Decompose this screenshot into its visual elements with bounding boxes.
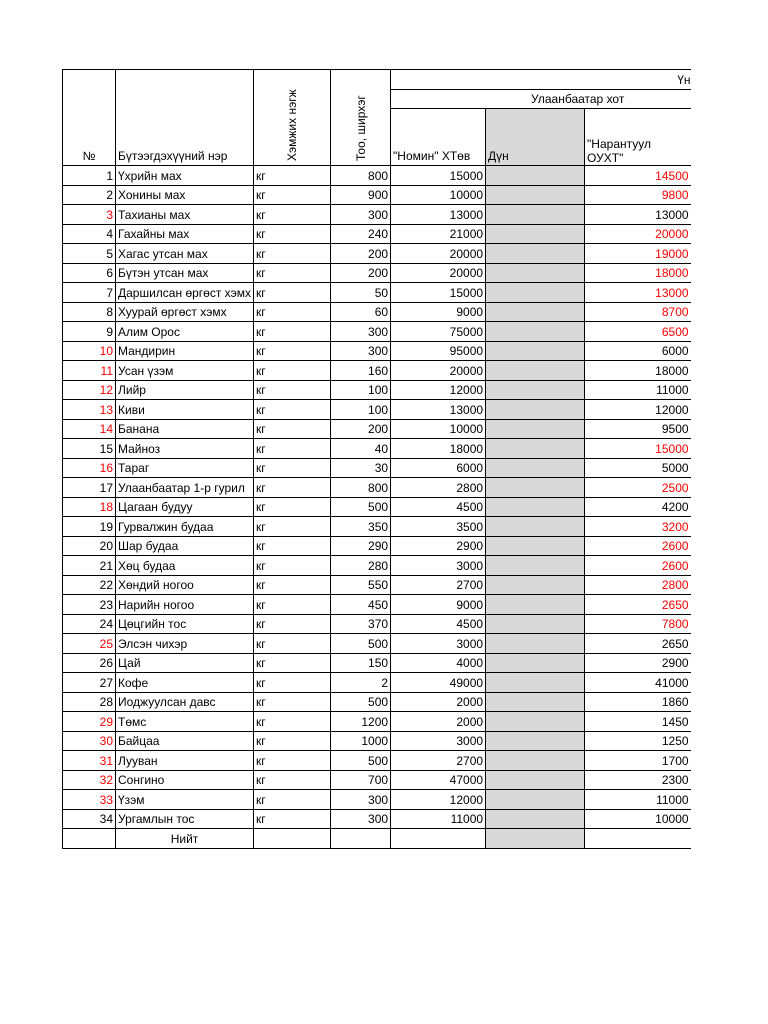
cell-dun[interactable]: [486, 673, 585, 693]
cell-dun[interactable]: [486, 283, 585, 303]
cell-quantity[interactable]: 200: [331, 419, 391, 439]
cell-nomin-price[interactable]: 11000: [391, 809, 486, 829]
table-row: [63, 712, 691, 732]
cell-product-name[interactable]: Цай: [116, 653, 254, 673]
cell-dun[interactable]: [486, 653, 585, 673]
cell-no[interactable]: 8: [63, 302, 116, 322]
cell-dun[interactable]: [486, 224, 585, 244]
cell-nomin-price[interactable]: 12000: [391, 380, 486, 400]
cell-narantuul-price[interactable]: 2650: [585, 634, 691, 654]
table-row: [63, 653, 691, 673]
cell-product-name[interactable]: Мандирин: [116, 341, 254, 361]
cell-no[interactable]: 3: [63, 205, 116, 225]
cell-no[interactable]: 26: [63, 653, 116, 673]
cell-unit[interactable]: кг: [254, 302, 331, 322]
cell-nomin-price[interactable]: 2900: [391, 536, 486, 556]
cell-narantuul-price[interactable]: 19000: [585, 244, 691, 264]
cell-product-name[interactable]: Хуурай өргөст хэмх: [116, 302, 254, 322]
header-unit[interactable]: [254, 70, 331, 166]
cell-no[interactable]: 1: [63, 166, 116, 186]
cell-no[interactable]: 21: [63, 556, 116, 576]
cell-nomin-price[interactable]: 12000: [391, 790, 486, 810]
cell-nomin-price[interactable]: 2700: [391, 751, 486, 771]
table-row: [63, 166, 691, 186]
cell-quantity[interactable]: 2: [331, 673, 391, 693]
cell-narantuul-price[interactable]: 5000: [585, 458, 691, 478]
cell-unit[interactable]: кг: [254, 224, 331, 244]
table-row: [63, 731, 691, 751]
cell-dun[interactable]: [486, 770, 585, 790]
cell-total-unit[interactable]: [254, 829, 331, 849]
cell-quantity[interactable]: 800: [331, 478, 391, 498]
header-quantity[interactable]: [331, 70, 391, 166]
cell-dun[interactable]: [486, 536, 585, 556]
cell-no[interactable]: 29: [63, 712, 116, 732]
cell-product-name[interactable]: Гахайны мах: [116, 224, 254, 244]
cell-quantity[interactable]: 300: [331, 341, 391, 361]
cell-product-name[interactable]: Ургамлын тос: [116, 809, 254, 829]
cell-no[interactable]: 34: [63, 809, 116, 829]
cell-quantity[interactable]: 500: [331, 692, 391, 712]
cell-narantuul-price[interactable]: 13000: [585, 205, 691, 225]
cell-no[interactable]: 14: [63, 419, 116, 439]
cell-quantity[interactable]: 300: [331, 205, 391, 225]
cell-dun[interactable]: [486, 517, 585, 537]
cell-narantuul-price[interactable]: 41000: [585, 673, 691, 693]
cell-nomin-price[interactable]: 20000: [391, 263, 486, 283]
table-row: [63, 205, 691, 225]
cell-narantuul-price[interactable]: 8700: [585, 302, 691, 322]
cell-narantuul-price[interactable]: 13000: [585, 283, 691, 303]
cell-quantity[interactable]: 350: [331, 517, 391, 537]
cell-unit[interactable]: кг: [254, 790, 331, 810]
cell-product-name[interactable]: Лийр: [116, 380, 254, 400]
cell-no[interactable]: 19: [63, 517, 116, 537]
table-row: [63, 497, 691, 517]
cell-nomin-price[interactable]: 6000: [391, 458, 486, 478]
cell-unit[interactable]: кг: [254, 517, 331, 537]
cell-quantity[interactable]: 40: [331, 439, 391, 459]
table-row: [63, 439, 691, 459]
cell-narantuul-price[interactable]: 2650: [585, 595, 691, 615]
cell-product-name[interactable]: Цөцгийн тос: [116, 614, 254, 634]
cell-nomin-price[interactable]: 47000: [391, 770, 486, 790]
cell-dun[interactable]: [486, 575, 585, 595]
header-product-name[interactable]: Бүтээгдэхүүний нэр: [116, 70, 254, 166]
cell-narantuul-price[interactable]: 9800: [585, 185, 691, 205]
cell-no[interactable]: 16: [63, 458, 116, 478]
cell-no[interactable]: 5: [63, 244, 116, 264]
table-row: [63, 634, 691, 654]
cell-quantity[interactable]: 150: [331, 653, 391, 673]
cell-nomin-price[interactable]: 10000: [391, 419, 486, 439]
cell-no[interactable]: 24: [63, 614, 116, 634]
cell-dun[interactable]: [486, 614, 585, 634]
cell-nomin-price[interactable]: 4500: [391, 497, 486, 517]
table-row: [63, 263, 691, 283]
table-row: [63, 809, 691, 829]
cell-quantity[interactable]: 240: [331, 224, 391, 244]
cell-no[interactable]: 25: [63, 634, 116, 654]
cell-no[interactable]: 11: [63, 361, 116, 381]
cell-narantuul-price[interactable]: 18000: [585, 361, 691, 381]
cell-nomin-price[interactable]: 2800: [391, 478, 486, 498]
cell-quantity[interactable]: 30: [331, 458, 391, 478]
cell-nomin-price[interactable]: 4000: [391, 653, 486, 673]
cell-unit[interactable]: кг: [254, 673, 331, 693]
cell-unit[interactable]: кг: [254, 419, 331, 439]
table-row: [63, 692, 691, 712]
table-row: [63, 790, 691, 810]
cell-total-label[interactable]: Нийт: [116, 829, 254, 849]
cell-dun[interactable]: [486, 302, 585, 322]
cell-nomin-price[interactable]: 21000: [391, 224, 486, 244]
cell-nomin-price[interactable]: 3000: [391, 634, 486, 654]
cell-nomin-price[interactable]: 3500: [391, 517, 486, 537]
table-row: [63, 283, 691, 303]
cell-nomin-price[interactable]: 4500: [391, 614, 486, 634]
cell-narantuul-price[interactable]: 14500: [585, 166, 691, 186]
cell-product-name[interactable]: Бүтэн утсан мах: [116, 263, 254, 283]
header-group-top[interactable]: Үн: [391, 70, 691, 90]
cell-narantuul-price[interactable]: 2600: [585, 536, 691, 556]
cell-product-name[interactable]: Цагаан будуу: [116, 497, 254, 517]
cell-no[interactable]: 2: [63, 185, 116, 205]
cell-quantity[interactable]: 100: [331, 400, 391, 420]
cell-dun[interactable]: [486, 400, 585, 420]
cell-no[interactable]: 15: [63, 439, 116, 459]
cell-unit[interactable]: кг: [254, 380, 331, 400]
table-row: [63, 419, 691, 439]
cell-quantity[interactable]: 900: [331, 185, 391, 205]
total-row: [63, 829, 691, 849]
cell-quantity[interactable]: 60: [331, 302, 391, 322]
cell-nomin-price[interactable]: 2000: [391, 692, 486, 712]
cell-quantity[interactable]: 300: [331, 322, 391, 342]
table-row: [63, 458, 691, 478]
table-row: [63, 478, 691, 498]
cell-narantuul-price[interactable]: 2600: [585, 556, 691, 576]
cell-dun[interactable]: [486, 751, 585, 771]
cell-no[interactable]: 27: [63, 673, 116, 693]
cell-narantuul-price[interactable]: 2500: [585, 478, 691, 498]
cell-unit[interactable]: кг: [254, 653, 331, 673]
cell-unit[interactable]: кг: [254, 322, 331, 342]
cell-narantuul-price[interactable]: 20000: [585, 224, 691, 244]
cell-nomin-price[interactable]: 95000: [391, 341, 486, 361]
cell-product-name[interactable]: Үзэм: [116, 790, 254, 810]
table-row: [63, 302, 691, 322]
cell-unit[interactable]: кг: [254, 575, 331, 595]
cell-dun[interactable]: [486, 497, 585, 517]
cell-narantuul-price[interactable]: 11000: [585, 790, 691, 810]
table-row: [63, 244, 691, 264]
cell-quantity[interactable]: 290: [331, 536, 391, 556]
cell-no[interactable]: 28: [63, 692, 116, 712]
table-row: [63, 770, 691, 790]
cell-dun[interactable]: [486, 478, 585, 498]
cell-narantuul-price[interactable]: 11000: [585, 380, 691, 400]
cell-no[interactable]: 7: [63, 283, 116, 303]
cell-unit[interactable]: кг: [254, 341, 331, 361]
table-row: [63, 361, 691, 381]
cell-quantity[interactable]: 100: [331, 380, 391, 400]
cell-narantuul-price[interactable]: 4200: [585, 497, 691, 517]
table-row: [63, 185, 691, 205]
cell-unit[interactable]: кг: [254, 595, 331, 615]
cell-nomin-price[interactable]: 9000: [391, 302, 486, 322]
cell-dun[interactable]: [486, 380, 585, 400]
cell-total-nomin[interactable]: [391, 829, 486, 849]
cell-product-name[interactable]: Хөндий ногоо: [116, 575, 254, 595]
cell-unit[interactable]: кг: [254, 809, 331, 829]
cell-no[interactable]: 10: [63, 341, 116, 361]
cell-nomin-price[interactable]: 3000: [391, 556, 486, 576]
cell-product-name[interactable]: Улаанбаатар 1-р гурил: [116, 478, 254, 498]
cell-dun[interactable]: [486, 458, 585, 478]
cell-dun[interactable]: [486, 244, 585, 264]
cell-quantity[interactable]: 200: [331, 244, 391, 264]
cell-unit[interactable]: кг: [254, 400, 331, 420]
cell-total-narantuul[interactable]: [585, 829, 691, 849]
cell-quantity[interactable]: 1200: [331, 712, 391, 732]
cell-dun[interactable]: [486, 185, 585, 205]
cell-product-name[interactable]: Тараг: [116, 458, 254, 478]
cell-product-name[interactable]: Даршилсан өргөст хэмх: [116, 283, 254, 303]
cell-no[interactable]: 32: [63, 770, 116, 790]
cell-dun[interactable]: [486, 731, 585, 751]
price-table: [62, 69, 691, 849]
cell-product-name[interactable]: Нарийн ногоо: [116, 595, 254, 615]
cell-dun[interactable]: [486, 263, 585, 283]
cell-no[interactable]: 31: [63, 751, 116, 771]
cell-narantuul-price[interactable]: 6500: [585, 322, 691, 342]
cell-dun[interactable]: [486, 322, 585, 342]
cell-unit[interactable]: кг: [254, 634, 331, 654]
cell-total-dun[interactable]: [486, 829, 585, 849]
header-city[interactable]: Улаанбаатар хот: [391, 90, 691, 109]
cell-unit[interactable]: кг: [254, 731, 331, 751]
cell-nomin-price[interactable]: 3000: [391, 731, 486, 751]
cell-product-name[interactable]: Лууван: [116, 751, 254, 771]
cell-no[interactable]: 4: [63, 224, 116, 244]
cell-nomin-price[interactable]: 49000: [391, 673, 486, 693]
cell-product-name[interactable]: Элсэн чихэр: [116, 634, 254, 654]
table-row: [63, 536, 691, 556]
cell-quantity[interactable]: 700: [331, 770, 391, 790]
cell-unit[interactable]: кг: [254, 166, 331, 186]
cell-quantity[interactable]: 200: [331, 263, 391, 283]
cell-unit[interactable]: кг: [254, 770, 331, 790]
cell-narantuul-price[interactable]: 1860: [585, 692, 691, 712]
cell-dun[interactable]: [486, 361, 585, 381]
cell-product-name[interactable]: Банана: [116, 419, 254, 439]
cell-nomin-price[interactable]: 13000: [391, 400, 486, 420]
cell-no[interactable]: 30: [63, 731, 116, 751]
cell-narantuul-price[interactable]: 7800: [585, 614, 691, 634]
cell-nomin-price[interactable]: 10000: [391, 185, 486, 205]
cell-narantuul-price[interactable]: 1450: [585, 712, 691, 732]
cell-nomin-price[interactable]: 20000: [391, 244, 486, 264]
cell-dun[interactable]: [486, 439, 585, 459]
cell-nomin-price[interactable]: 20000: [391, 361, 486, 381]
cell-product-name[interactable]: Хагас утсан мах: [116, 244, 254, 264]
table-row: [63, 614, 691, 634]
header-no[interactable]: №: [63, 70, 116, 166]
cell-narantuul-price[interactable]: 10000: [585, 809, 691, 829]
cell-quantity[interactable]: 50: [331, 283, 391, 303]
cell-no[interactable]: 22: [63, 575, 116, 595]
cell-no[interactable]: 9: [63, 322, 116, 342]
cell-product-name[interactable]: Майноз: [116, 439, 254, 459]
cell-nomin-price[interactable]: 15000: [391, 283, 486, 303]
header-nomin[interactable]: "Номин" ХТөв: [391, 109, 486, 166]
header-dun[interactable]: Дүн: [486, 109, 585, 166]
cell-no[interactable]: 6: [63, 263, 116, 283]
cell-unit[interactable]: кг: [254, 614, 331, 634]
table-row: [63, 751, 691, 771]
cell-unit[interactable]: кг: [254, 185, 331, 205]
header-unit-label: Хэмжих нэгж: [285, 89, 300, 161]
cell-unit[interactable]: кг: [254, 361, 331, 381]
cell-no[interactable]: 33: [63, 790, 116, 810]
header-narantuul[interactable]: "Нарантуул ОУХТ": [585, 109, 691, 166]
cell-unit[interactable]: кг: [254, 205, 331, 225]
cell-nomin-price[interactable]: 2000: [391, 712, 486, 732]
cell-product-name[interactable]: Тахианы мах: [116, 205, 254, 225]
cell-unit[interactable]: кг: [254, 712, 331, 732]
cell-unit[interactable]: кг: [254, 536, 331, 556]
cell-dun[interactable]: [486, 166, 585, 186]
cell-unit[interactable]: кг: [254, 439, 331, 459]
cell-product-name[interactable]: Иоджуулсан давс: [116, 692, 254, 712]
cell-quantity[interactable]: 300: [331, 809, 391, 829]
cell-no[interactable]: 23: [63, 595, 116, 615]
cell-quantity[interactable]: 500: [331, 634, 391, 654]
cell-product-name[interactable]: Кофе: [116, 673, 254, 693]
cell-quantity[interactable]: 500: [331, 751, 391, 771]
cell-product-name[interactable]: Гурвалжин будаа: [116, 517, 254, 537]
table-row: [63, 322, 691, 342]
cell-dun[interactable]: [486, 595, 585, 615]
table-row: [63, 400, 691, 420]
cell-dun[interactable]: [486, 419, 585, 439]
cell-quantity[interactable]: 160: [331, 361, 391, 381]
cell-unit[interactable]: кг: [254, 692, 331, 712]
cell-quantity[interactable]: 450: [331, 595, 391, 615]
table-row: [63, 380, 691, 400]
cell-dun[interactable]: [486, 790, 585, 810]
cell-unit[interactable]: кг: [254, 244, 331, 264]
cell-product-name[interactable]: Хөц будаа: [116, 556, 254, 576]
cell-narantuul-price[interactable]: 12000: [585, 400, 691, 420]
cell-quantity[interactable]: 280: [331, 556, 391, 576]
table-row: [63, 673, 691, 693]
cell-unit[interactable]: кг: [254, 556, 331, 576]
cell-no[interactable]: 20: [63, 536, 116, 556]
cell-product-name[interactable]: Байцаа: [116, 731, 254, 751]
cell-dun[interactable]: [486, 341, 585, 361]
cell-narantuul-price[interactable]: 18000: [585, 263, 691, 283]
cell-narantuul-price[interactable]: 1700: [585, 751, 691, 771]
cell-unit[interactable]: кг: [254, 497, 331, 517]
cell-nomin-price[interactable]: 9000: [391, 595, 486, 615]
cell-quantity[interactable]: 800: [331, 166, 391, 186]
cell-quantity[interactable]: 500: [331, 497, 391, 517]
cell-unit[interactable]: кг: [254, 283, 331, 303]
table-row: [63, 341, 691, 361]
table-row: [63, 556, 691, 576]
cell-no[interactable]: 17: [63, 478, 116, 498]
cell-unit[interactable]: кг: [254, 263, 331, 283]
header-quantity-label: Тоо, ширхэг: [353, 95, 368, 161]
cell-no[interactable]: 13: [63, 400, 116, 420]
cell-narantuul-price[interactable]: 1250: [585, 731, 691, 751]
cell-product-name[interactable]: Шар будаа: [116, 536, 254, 556]
cell-nomin-price[interactable]: 75000: [391, 322, 486, 342]
cell-narantuul-price[interactable]: 15000: [585, 439, 691, 459]
cell-total-qty[interactable]: [331, 829, 391, 849]
cell-nomin-price[interactable]: 2700: [391, 575, 486, 595]
cell-product-name[interactable]: Хонины мах: [116, 185, 254, 205]
cell-quantity[interactable]: 1000: [331, 731, 391, 751]
cell-narantuul-price[interactable]: 2300: [585, 770, 691, 790]
cell-no[interactable]: 12: [63, 380, 116, 400]
cell-dun[interactable]: [486, 712, 585, 732]
cell-narantuul-price[interactable]: 6000: [585, 341, 691, 361]
cell-narantuul-price[interactable]: 9500: [585, 419, 691, 439]
cell-quantity[interactable]: 300: [331, 790, 391, 810]
cell-unit[interactable]: кг: [254, 751, 331, 771]
cell-narantuul-price[interactable]: 3200: [585, 517, 691, 537]
cell-product-name[interactable]: Сонгино: [116, 770, 254, 790]
cell-nomin-price[interactable]: 15000: [391, 166, 486, 186]
cell-unit[interactable]: кг: [254, 458, 331, 478]
cell-product-name[interactable]: Усан үзэм: [116, 361, 254, 381]
cell-total-no[interactable]: [63, 829, 116, 849]
cell-dun[interactable]: [486, 634, 585, 654]
cell-dun[interactable]: [486, 556, 585, 576]
cell-no[interactable]: 18: [63, 497, 116, 517]
cell-unit[interactable]: кг: [254, 478, 331, 498]
cell-narantuul-price[interactable]: 2900: [585, 653, 691, 673]
cell-quantity[interactable]: 370: [331, 614, 391, 634]
cell-nomin-price[interactable]: 13000: [391, 205, 486, 225]
table-row: [63, 595, 691, 615]
table-row: [63, 224, 691, 244]
cell-product-name[interactable]: Алим Орос: [116, 322, 254, 342]
cell-product-name[interactable]: Киви: [116, 400, 254, 420]
cell-dun[interactable]: [486, 692, 585, 712]
cell-nomin-price[interactable]: 18000: [391, 439, 486, 459]
cell-dun[interactable]: [486, 205, 585, 225]
cell-quantity[interactable]: 550: [331, 575, 391, 595]
cell-dun[interactable]: [486, 809, 585, 829]
table-row: [63, 517, 691, 537]
cell-product-name[interactable]: Үхрийн мах: [116, 166, 254, 186]
cell-narantuul-price[interactable]: 2800: [585, 575, 691, 595]
cell-product-name[interactable]: Төмс: [116, 712, 254, 732]
table-row: [63, 575, 691, 595]
